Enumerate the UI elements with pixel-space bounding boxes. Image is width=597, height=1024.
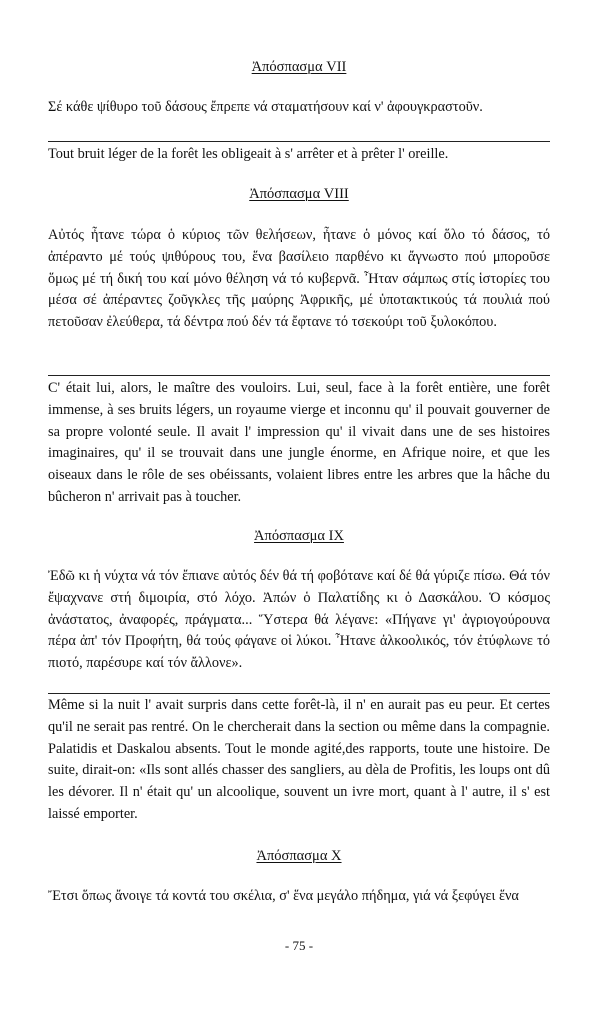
greek-paragraph-vii: Σέ κάθε ψίθυρο τοῦ δάσους ἔπρεπε νά σταματήσουν καί ν' ἀφουγκραστοῦν.: [48, 99, 483, 115]
section-heading-vii: Ἀπόσπασμα VII: [251, 59, 347, 75]
section-heading-x: Ἀπόσπασμα X: [256, 848, 342, 864]
divider-rule-ix: [48, 693, 550, 694]
section-heading-ix: Ἀπόσπασμα IX: [254, 528, 344, 544]
french-paragraph-vii: Tout bruit léger de la forêt les obligeait à s' arrêter et à prêter l' oreille.: [48, 146, 449, 162]
divider-rule-vii: [48, 141, 550, 142]
divider-rule-viii: [48, 375, 550, 376]
greek-paragraph-ix: Ἐδῶ κι ἡ νύχτα νά τόν ἔπιανε αὐτός δέν θά τή φοβότανε καί δέ θά γύριζε πίσω. Θά τόν ἔψαχνανε στή διμοιρία, στό λόχο. Ἀπών ὁ Παλατίδης κι ὁ Δασκάλου. Ὁ κόσμος ἀνάστατος, ἀναφορές, πράγματα... Ὕστερα θά λέγανε: «Πήγανε γι' ἀγριογούρουνα πέρα ἀπ' τόν Προφήτη, θά τούς φάγανε οἱ λύκοι. Ἦτανε ἀλκοολικός, τόν ἐτύφλωνε τό πιοτό, παρέσυρε καί τόν ἄλλονε».: [48, 568, 550, 672]
book-page: [48, 0, 550, 1024]
french-paragraph-ix: Même si la nuit l' avait surpris dans cette forêt-là, il n' en aurait pas eu peur. Et certes qu'il ne serait pas rentré. On le chercherait dans la section ou même dans la compagnie. Palatidis et Daskalou absents. Tout le monde agité,des rapports, toute une histoire. De suite, dirait-on: «Ils sont allés chasser des sangliers, au dèla de Profitis, les loups ont dû les dévorer. Il n' était qu' un alcoolique, souvent un ivre mort, quant à l' autre, il s' est laissé emporter.: [48, 697, 550, 822]
page-number: - 75 -: [284, 938, 314, 953]
french-paragraph-viii: C' était lui, alors, le maître des vouloirs. Lui, seul, face à la forêt entière, une forêt immense, à ses bruits légers, un royaume vierge et inconnu qu' il pouvait gouverner de sa propre volonté seule. Il avait l' impression qu' il vivait dans une de ses histoires imaginaires, qu' il se trouvait dans une jungle énorme, en Afrique noire, et que les oiseaux dans le rôle de ses obéissants, volaient libres entre les arbres que la hâche du bûcheron n' arrivait pas à toucher.: [48, 380, 550, 505]
greek-paragraph-x: Ἔτσι ὅπως ἄνοιγε τά κοντά του σκέλια, σ' ἕνα μεγάλο πήδημα, γιά νά ξεφύγει ἕνα: [48, 888, 519, 904]
greek-paragraph-viii: Αὐτός ἦτανε τώρα ὁ κύριος τῶν θελήσεων, ἦτανε ὁ μόνος καί ὅλο τό δάσος, τό ἀπέραντο μέ τούς ψιθύρους του, ἕνα βασίλειο παρθένο κι ἄγνωστο πού μποροῦσε ὅμως μέ τή δική του καί μόνο θέληση νά τό κυβερνᾶ. Ἦταν σάμπως στίς ἱστορίες του μέσα σέ ἀπέραντες ζοῦγκλες τῆς μαύρης Ἀφρικῆς, μέ ὑποτακτικούς τά πουλιά πού πετοῦσαν ἐλεύθερα, τά δέντρα πού δέν τά ἔφτανε τό τσεκούρι τοῦ ξυλοκόπου.: [48, 227, 550, 331]
section-heading-viii: Ἀπόσπασμα VIII: [249, 186, 349, 202]
